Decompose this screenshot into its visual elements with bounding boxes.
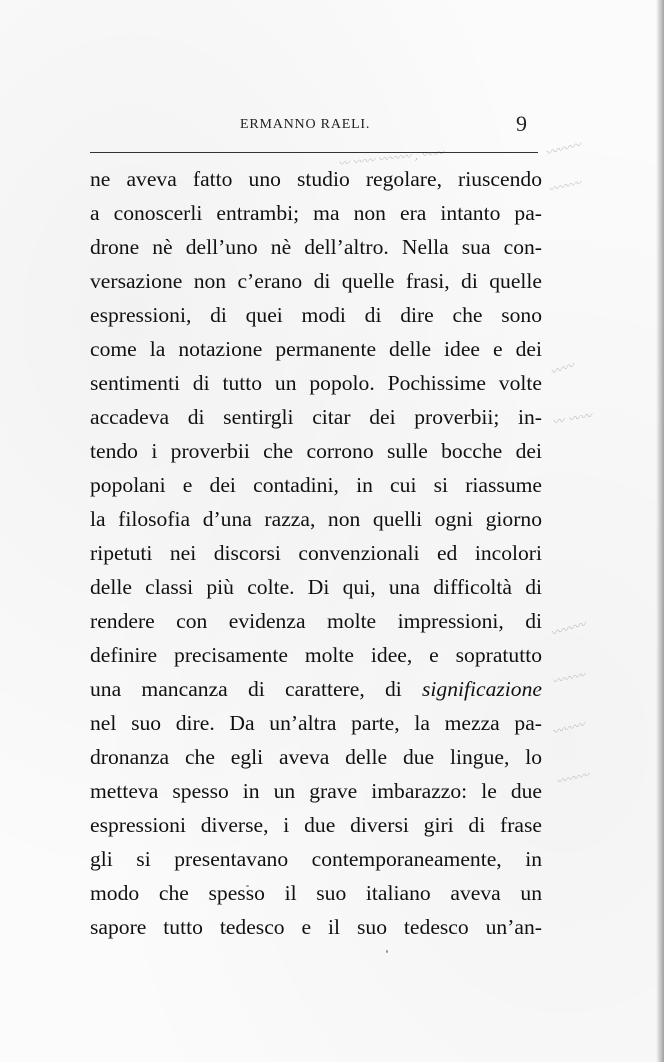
text-line: nel suo dire. Da un’altra parte, la mezza pa- <box>90 711 542 735</box>
page-number: 9 <box>516 111 527 136</box>
pencil-marginalia: 〰 〰〰 <box>551 408 593 430</box>
body-text <box>90 162 542 944</box>
pencil-marginalia: 〰〰〰 <box>547 176 583 197</box>
italic-word: significazione <box>422 677 542 701</box>
text-line: espressioni diverse, i due diversi giri di frase <box>90 813 542 837</box>
pencil-marginalia: 〰〰〰 <box>543 137 583 161</box>
text-line: espressioni, di quei modi di dire che sono <box>90 303 542 327</box>
pencil-marginalia: 〰〰〰 <box>551 668 587 689</box>
running-head: ERMANNO RAELI. <box>240 117 371 132</box>
text-line: accadeva di sentirgli citar dei proverbii; in- <box>90 405 542 429</box>
paper-speck <box>225 930 227 932</box>
text-line: sapore tutto tedesco e il suo tedesco un’an- <box>90 915 542 939</box>
pencil-marginalia: 〰〰 <box>548 358 576 380</box>
pencil-marginalia: 〰 〰〰 〰〰〰 , 〰〰 <box>337 146 444 171</box>
text-line: ripetuti nei discorsi convenzionali ed incolori <box>90 541 542 565</box>
paper-speck <box>386 950 388 953</box>
pencil-marginalia: 〰〰〰 <box>555 768 591 789</box>
text-line: come la notazione permanente delle idee e dei <box>90 337 542 361</box>
text-line-with-italic <box>90 672 542 706</box>
text-line: definire precisamente molte idee, e sopratutto <box>90 643 542 667</box>
paper-speck <box>246 885 249 887</box>
text-line: la filosofia d’una razza, non quelli ogni giorno <box>90 507 542 531</box>
header-rule <box>90 152 538 153</box>
page-edge-shadow <box>656 0 664 1062</box>
text-line: delle classi più colte. Di qui, una difficoltà di <box>90 575 542 599</box>
text-run: una mancanza di carattere, di <box>90 677 423 701</box>
text-line: versazione non c’erano di quelle frasi, di quelle <box>90 269 542 293</box>
text-line: sentimenti di tutto un popolo. Pochissime volte <box>90 371 542 395</box>
pencil-marginalia: 〰〰〰 <box>551 718 587 739</box>
text-line: gli si presentavano contemporaneamente, in <box>90 847 542 871</box>
text-line: tendo i proverbii che corrono sulle bocche dei <box>90 439 542 463</box>
text-line: modo che spesso il suo italiano aveva un <box>90 881 542 905</box>
pencil-marginalia: 〰〰〰 <box>548 617 588 641</box>
text-line: drone nè dell’uno nè dell’altro. Nella sua con- <box>90 235 542 259</box>
text-line: ne aveva fatto uno studio regolare, riuscendo <box>90 167 542 191</box>
text-line: rendere con evidenza molte impressioni, di <box>90 609 542 633</box>
text-line: a conoscerli entrambi; ma non era intanto pa- <box>90 201 542 225</box>
text-line: popolani e dei contadini, in cui si riassume <box>90 473 542 497</box>
text-line: metteva spesso in un grave imbarazzo: le due <box>90 779 542 803</box>
text-line: dronanza che egli aveva delle due lingue, lo <box>90 745 542 769</box>
